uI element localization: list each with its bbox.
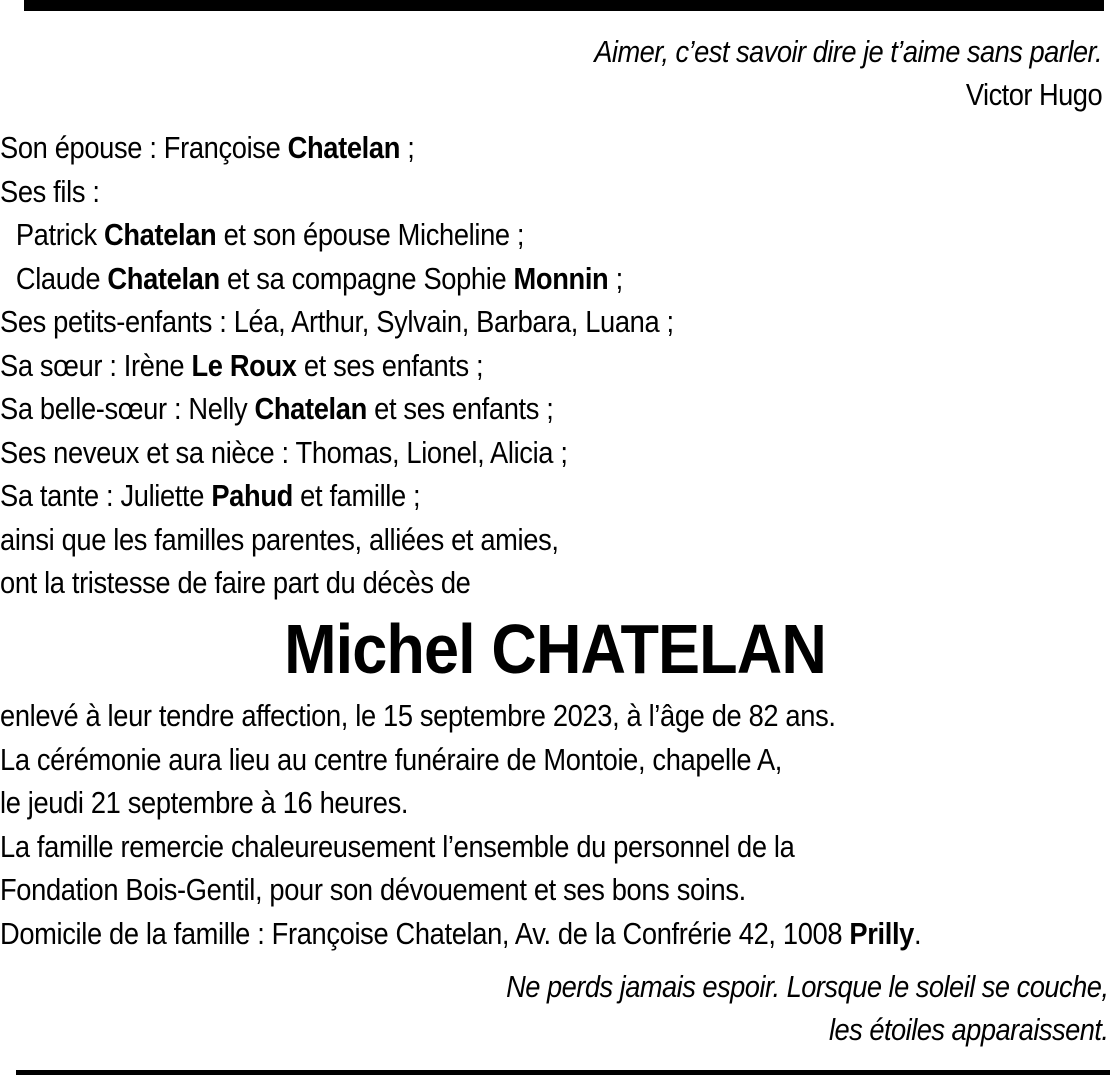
text: et ses enfants ; <box>366 391 554 426</box>
text: Sa tante : Juliette <box>0 478 212 513</box>
deceased-name <box>0 606 1110 692</box>
family-line-nephews: Ses neveux et sa nièce : Thomas, Lionel, Alicia ; <box>0 434 568 470</box>
text: et son épouse Micheline ; <box>216 217 525 252</box>
family-line-sister-in-law <box>0 387 674 431</box>
details-line-address <box>0 912 921 956</box>
surname: Monnin <box>513 260 609 296</box>
family-line-son-patrick <box>0 213 674 257</box>
town: Prilly <box>849 915 915 951</box>
epigraph-author: Victor Hugo <box>965 77 1102 112</box>
epigraph <box>594 30 1102 116</box>
text: Domicile de la famille : Françoise Chatelan, Av. de la Confrérie 42, 1008 <box>0 915 850 951</box>
closing-quote <box>506 965 1108 1051</box>
surname: Le Roux <box>191 347 297 383</box>
closing-line-1: Ne perds jamais espoir. Lorsque le soleil se couche, <box>505 969 1108 1004</box>
details-line-foundation: Fondation Bois-Gentil, pour son dévouement et ses bons soins. <box>0 872 746 907</box>
text: . <box>914 915 922 951</box>
text: et famille ; <box>292 478 421 513</box>
closing-line-2: les étoiles apparaissent. <box>828 1012 1108 1047</box>
text: Claude <box>15 260 108 296</box>
text: et ses enfants ; <box>296 347 484 383</box>
deceased-name-text: Michel CHATELAN <box>284 610 826 688</box>
surname: Chatelan <box>254 391 367 426</box>
family-line-spouse <box>0 126 674 170</box>
details-line-thanks: La famille remercie chaleureusement l’ensemble du personnel de la <box>0 828 795 864</box>
surname: Chatelan <box>107 260 220 296</box>
text: Sa belle-sœur : Nelly <box>0 391 255 426</box>
family-line-sons-heading: Ses fils : <box>0 173 100 209</box>
surname: Chatelan <box>287 130 401 165</box>
text: ; <box>608 260 623 296</box>
family-line-aunt <box>0 474 674 518</box>
details-text <box>0 694 921 955</box>
text: Patrick <box>15 217 104 252</box>
surname: Pahud <box>211 478 293 513</box>
text: Sa sœur : Irène <box>0 347 192 383</box>
surname: Chatelan <box>103 217 217 252</box>
text: ; <box>400 130 415 165</box>
details-line-death: enlevé à leur tendre affection, le 15 septembre 2023, à l’âge de 82 ans. <box>0 698 836 733</box>
family-line-announcement: ont la tristesse de faire part du décès de <box>0 565 471 600</box>
bottom-rule <box>16 1070 1110 1075</box>
family-line-sister <box>0 344 674 388</box>
family-list <box>0 126 674 605</box>
epigraph-quote: Aimer, c’est savoir dire je t’aime sans parler. <box>594 34 1102 69</box>
family-line-son-claude <box>0 257 674 301</box>
text: et sa compagne Sophie <box>219 260 514 296</box>
details-line-ceremony-date: le jeudi 21 septembre à 16 heures. <box>0 785 409 820</box>
top-rule <box>24 0 1104 11</box>
text: Son épouse : Françoise <box>0 130 288 165</box>
details-line-ceremony: La cérémonie aura lieu au centre funéraire de Montoie, chapelle A, <box>0 741 783 777</box>
family-line-grandchildren: Ses petits-enfants : Léa, Arthur, Sylvain, Barbara, Luana ; <box>0 304 674 339</box>
family-line-relatives: ainsi que les familles parentes, alliées et amies, <box>0 521 559 557</box>
